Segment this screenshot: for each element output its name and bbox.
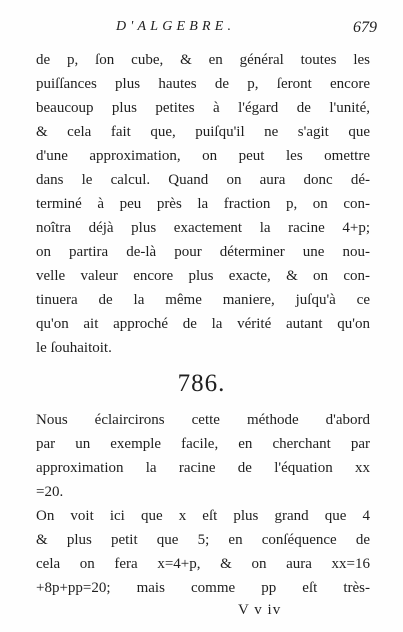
paragraph-example xyxy=(36,408,370,504)
page-header xyxy=(36,18,379,42)
text-line: dans le calcul. Quand on aura donc dé- xyxy=(36,172,370,188)
text-line: noîtra déjà plus exactement la racine 4+p; xyxy=(36,220,370,236)
text-line: beaucoup plus petites à l'égard de l'unité, xyxy=(36,100,370,116)
text-line: qu'on ait approché de la vérité autant qu'on xyxy=(36,316,370,332)
text-line: On voit ici que x eſt plus grand que 4 xyxy=(36,508,370,524)
text-line: puiſſances plus hautes de p, ſeront encore xyxy=(36,76,370,92)
text-line: cela on fera x=4+p, & on aura xx=16 xyxy=(36,556,370,572)
text-line: Nous éclaircirons cette méthode d'abord xyxy=(36,412,370,428)
text-line: le ſouhaitoit. xyxy=(36,340,112,356)
signature-mark: V v iv xyxy=(238,602,282,618)
text-line: tinuera de la même maniere, juſqu'à ce xyxy=(36,292,370,308)
text-line: d'une approximation, on peut les omettre xyxy=(36,148,370,164)
text-line: terminé à peu près la fraction p, on con- xyxy=(36,196,370,212)
running-head: D'ALGEBRE. xyxy=(116,19,236,34)
text-line: par un exemple facile, en cherchant par xyxy=(36,436,370,452)
text-line: de p, ſon cube, & en général toutes les xyxy=(36,52,370,68)
text-line: velle valeur encore plus exacte, & on con- xyxy=(36,268,370,284)
paragraph-reasoning xyxy=(36,504,370,600)
text-line: & plus petit que 5; en conſéquence de xyxy=(36,532,370,548)
text-line: =20. xyxy=(36,484,64,500)
text-line: & cela fait que, puiſqu'il ne s'agit que xyxy=(36,124,370,140)
paragraph-continuation xyxy=(36,48,370,360)
page-number: 679 xyxy=(353,19,377,36)
text-line: on partira de-là pour déterminer une nou- xyxy=(36,244,370,260)
text-line: approximation la racine de l'équation xx xyxy=(36,460,370,476)
section-number: 786. xyxy=(177,370,226,397)
text-line: +8p+pp=20; mais comme pp eſt très- xyxy=(36,580,370,596)
